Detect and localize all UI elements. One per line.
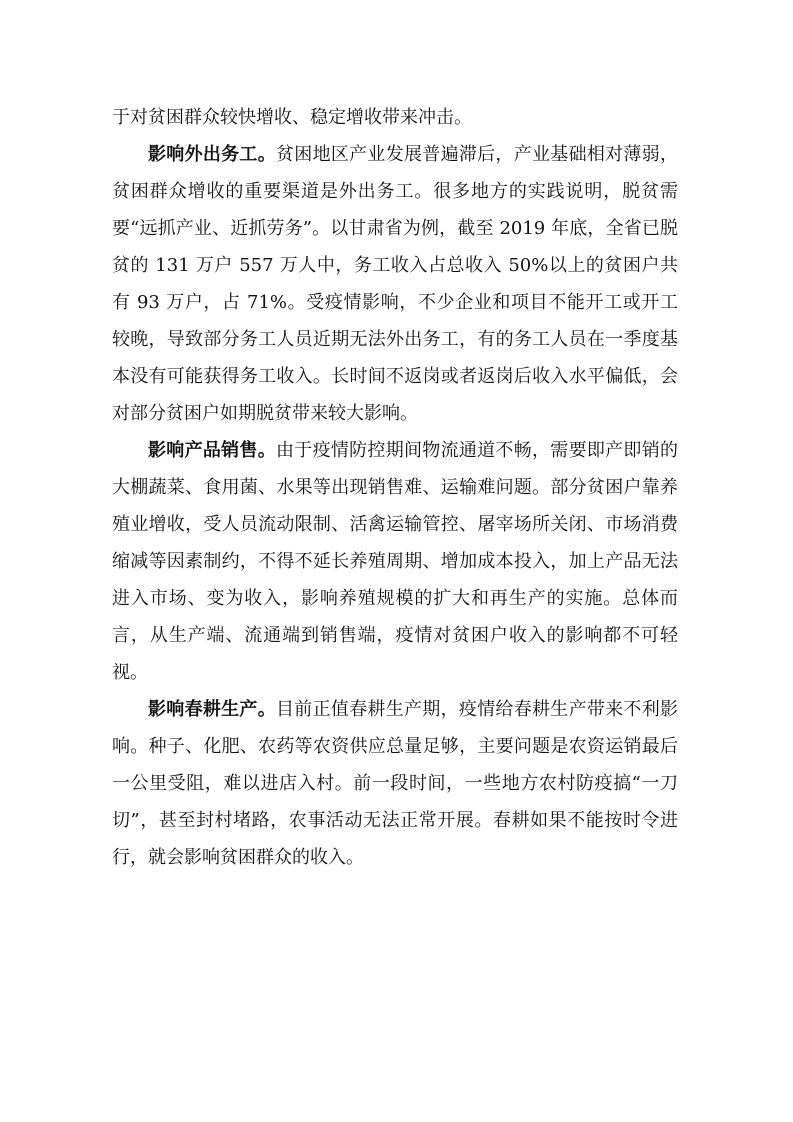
section-heading: 影响外出务工。 <box>148 144 276 165</box>
paragraph-migrant-work <box>112 136 678 432</box>
paragraph-spring-plowing <box>112 691 678 876</box>
document-body <box>112 99 678 876</box>
section-heading: 影响产品销售。 <box>148 440 276 461</box>
paragraph-product-sales <box>112 432 678 691</box>
paragraph-text: 目前正值春耕生产期，疫情给春耕生产带来不利影响。种子、化肥、农药等农资供应总量足够，主要问题是农资运销最后一公里受阻，难以进店入村。前一段时间，一些地方农村防疫搞“一刀切”，甚至封村堵路，农事活动无法正常开展。春耕如果不能按时令进行，就会影响贫困群众的收入。 <box>112 699 678 868</box>
paragraph-continuation <box>112 99 678 136</box>
section-heading: 影响春耕生产。 <box>148 699 276 720</box>
paragraph-text: 由于疫情防控期间物流通道不畅，需要即产即销的大棚蔬菜、食用菌、水果等出现销售难、运输难问题。部分贫困户靠养殖业增收，受人员流动限制、活禽运输管控、屠宰场所关闭、市场消费缩减等因素制约，不得不延长养殖周期、增加成本投入，加上产品无法进入市场、变为收入，影响养殖规模的扩大和再生产的实施。总体而言，从生产端、流通端到销售端，疫情对贫困户收入的影响都不可轻视。 <box>112 440 678 683</box>
paragraph-text: 于对贫困群众较快增收、稳定增收带来冲击。 <box>112 107 472 128</box>
paragraph-text: 贫困地区产业发展普遍滞后，产业基础相对薄弱，贫困群众增收的重要渠道是外出务工。很多地方的实践说明，脱贫需要“远抓产业、近抓劳务”。以甘肃省为例，截至 2019 年底，全省已脱贫的 131 万户 557 万人中，务工收入占总收入 50%以上的贫困户共有 93 万户，占 71%。受疫情影响，不少企业和项目不能开工或开工较晚，导致部分务工人员近期无法外出务工，有的务工人员在一季度基本没有可能获得务工收入。长时间不返岗或者返岗后收入水平偏低，会对部分贫困户如期脱贫带来较大影响。 <box>112 144 678 424</box>
